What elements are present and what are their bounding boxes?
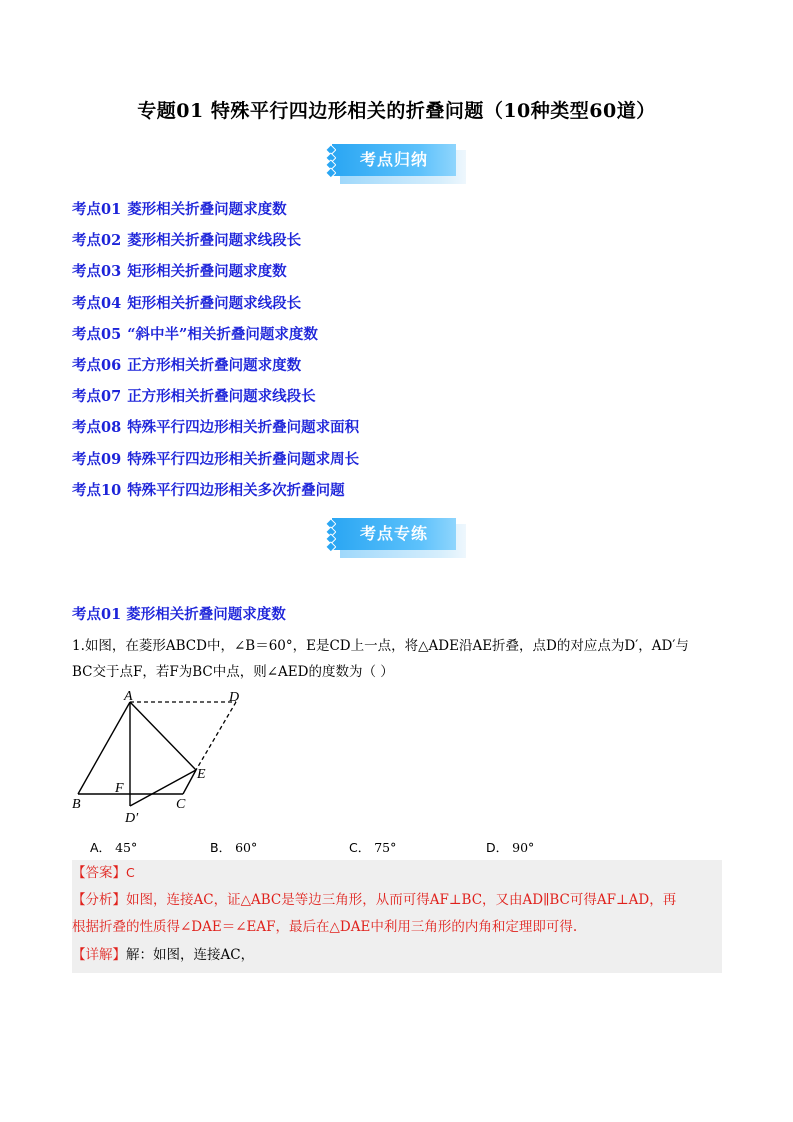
topic-item: [72, 356, 722, 387]
rhombus-figure: [70, 688, 260, 828]
section-heading: 考点01 菱形相关折叠问题求度数: [72, 606, 286, 623]
choice-d: D． 90°: [486, 840, 535, 855]
detail-text: 解：如图，连接AC，: [126, 947, 255, 963]
topic-text: 特殊平行四边形相关折叠问题求周长: [127, 450, 360, 468]
topic-number: 考点09: [72, 450, 122, 468]
analysis-tag: 【分析】: [72, 892, 126, 908]
segment-ae: [130, 702, 196, 770]
topic-list: [72, 200, 722, 512]
label-a: A: [124, 689, 133, 704]
analysis-line-1: [72, 890, 676, 910]
topic-text: 矩形相关折叠问题求线段长: [127, 294, 302, 312]
choice-b: B． 60°: [210, 840, 258, 855]
topic-item: [72, 294, 722, 325]
topic-text: “斜中半”相关折叠问题求度数: [127, 325, 318, 343]
topic-number: 考点06: [72, 356, 122, 374]
page-title: 专题01 特殊平行四边形相关的折叠问题（10种类型60道）: [137, 100, 656, 122]
question-line-2: BC交于点F，若F为BC中点，则∠AED的度数为（ ）: [72, 664, 394, 680]
topic-item: [72, 231, 722, 262]
topic-number: 考点03: [72, 263, 122, 281]
detail-tag: 【详解】: [72, 947, 126, 963]
answer-line: [72, 863, 135, 883]
topic-number: 考点05: [72, 325, 122, 343]
summary-banner-label: 考点归纳: [359, 150, 428, 169]
topic-text: 特殊平行四边形相关多次折叠问题: [127, 481, 345, 499]
practice-banner-label: 考点专练: [359, 524, 428, 543]
topic-text: 菱形相关折叠问题求线段长: [127, 232, 302, 250]
topic-item: [72, 325, 722, 356]
solution-box: [72, 860, 722, 973]
question-number: 1.: [72, 638, 85, 654]
detail-line: [72, 945, 254, 965]
topic-number: 考点07: [72, 388, 122, 406]
label-c: C: [176, 797, 186, 812]
topic-number: 考点10: [72, 481, 122, 499]
summary-banner: [326, 144, 466, 184]
answer-tag: 【答案】: [72, 865, 126, 881]
topic-item: [72, 387, 722, 418]
topic-number: 考点08: [72, 419, 122, 437]
choice-a: A． 45°: [90, 840, 138, 855]
segment-de: [196, 702, 236, 770]
answer-value: C: [126, 865, 135, 880]
topic-text: 菱形相关折叠问题求度数: [127, 201, 287, 218]
topic-text: 正方形相关折叠问题求线段长: [127, 388, 316, 406]
label-e: E: [197, 767, 206, 782]
label-d-prime: D′: [125, 811, 139, 826]
topic-item: [72, 450, 722, 481]
topic-number: 考点02: [72, 232, 122, 250]
label-b: B: [72, 797, 81, 812]
topic-item: [72, 418, 722, 449]
practice-banner: [326, 518, 466, 558]
question-1: [72, 633, 722, 685]
choice-c: C． 75°: [349, 840, 397, 855]
topic-text: 矩形相关折叠问题求度数: [127, 263, 287, 281]
label-f: F: [115, 781, 124, 796]
topic-number: 考点04: [72, 294, 122, 312]
topic-item: [72, 200, 722, 231]
topic-text: 特殊平行四边形相关折叠问题求面积: [127, 419, 360, 437]
label-d: D: [229, 690, 240, 705]
question-line-1: 如图，在菱形ABCD中，∠B＝60°，E是CD上一点，将△ADE沿AE折叠，点D的对应点为D′，AD′与: [84, 638, 689, 654]
analysis-text-1: 如图，连接AC，证△ABC是等边三角形，从而可得AF⊥BC，又由AD∥BC可得AF⊥AD，再: [126, 892, 677, 908]
analysis-line-2: 根据折叠的性质得∠DAE＝∠EAF，最后在△DAE中利用三角形的内角和定理即可得.: [72, 919, 578, 935]
topic-text: 正方形相关折叠问题求度数: [127, 356, 302, 374]
topic-item: [72, 262, 722, 293]
topic-item: [72, 481, 722, 512]
topic-number: 考点01: [72, 201, 122, 218]
